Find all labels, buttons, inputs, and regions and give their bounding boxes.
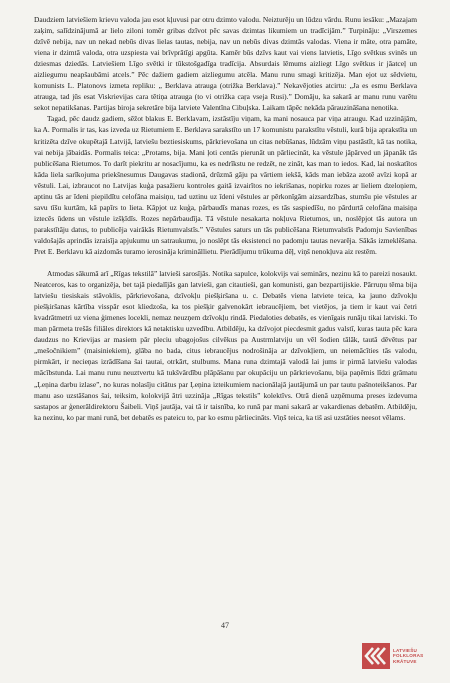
paragraph-1: Daudziem latviešiem krievu valoda jau esot kļuvusi par otru dzimto valodu. Neizturēju un lūdzu vārdu. Runu iesāku: „Mazajam zaķim, salīdzinājumā ar lielo ziloni tomēr gribas dzīvot pēc savas dzimtas likumiem un tradīcijām.” Turpināju: „Virszemes dzīvē nebija, nav un nekad nebūs divas lielas tautas, nebija, nav un nebūs divas dzimtās valodas. Viena ir māte, otra pamāte, viena ir dzimtā valoda, otra uzspiesta vai brīvprātīgi apgūta. Kamēr būs dzīvs kaut vai viens latvietis, Līgo svētkus svinēs un dziesmas dziedās. Latviešiem Līgo svētki ir tūkstošgadīga tradīcija. Absurdais lēmums aizliegt Līgo svētkus ir jāatceļ un aizliegumu neapšaubāmi atcels.” Pēc dažiem gadiem aizliegumu atcēla. Manu runu smagi kritizēja. Man ejot uz sēdvietu, komunists L. Platonovs izmeta repliku: „ Berklava atrauga (otrižka Berklava).” Nekavējoties atcirtu: „Ja es esmu Berklava atrauga, tad jūs esat Viskrievijas cara tētiņa atrauga (to vi otrižka caŗa vseja Rusi).” Domāju, ka sakarā ar manu runu varētu sekot nepatikšanas. Partijas biroja sekretāre bija latviete Valentīna Cibuļska. Laikam tāpēc nekāda pārauzināšana nenotika. xyxy=(34,15,417,113)
paragraph-2: Tagad, pēc daudz gadiem, sēžot blakus E. Berklavam, izstāstīju viņam, ka mani nosauca par viņa atraugu. Kad uzzinājām, ka A. Pormalis ir tas, kas izveda uz Rietumiem E. Berklava sarakstīto un 17 komunistu parakstītu vēstuli, kurā bija aprakstīta un kritizēta dzīve okupētajā Latvijā, latviešu beztiesiskums, pārkrievošana un citas nebūšanas, lūdzām viņu pastāstīt, kā tas notika, vai nebija jābaidās. Pormalis teica: „Protams, bija. Mani ļoti centās pierunāt un pārliecināt, ka vēstule jāpārved un jāpanāk tās publicēšana Rietumos. To darīt piekritu ar nosacījumu, ka es nedrīkstu ne redzēt, ne zināt, kas man to iedos. Kad, lai noskatītos kāda liela sarīkojuma priekšnesumus Daugavas stadionā, drūzmā gāju pa vārtiem iekšā, kāds man iebāza azotē avīzi kopā ar vēstuli. Lai, izbraucot no Latvijas kuģa pasažieru kontroles gaitā izvairītos no iekrišanas, nopirku rozes ar lieliem dzeloņiem, aptinu tās ar īdeni piepildītu celofāna maisiņu, tad uztinu uz īdeni vēstules ar pērkonīgām aizsardzības, stumšu pie vēstules ar savu tīšu kurtām, kā papīrs to lieta. Kāpjot uz kuģa, pārbaudīs manas rozes, es tās saspiedīšu, no pārdurtā celofāna maisiņa iztecēs ūdens un vēstule izšķīdīs. Rozes nepārbaudīja. Tā vēstule nesakarta nokļuva Rietumos, un, noslēpjot tās autora un parakstītāju datus, to publicēja vairākās Rietumvalstīs.” Vēstules saturs un tās publicēšana Rietumvalstīs Padomju Savienības valdošajās aprindās izraisīja apjukumu un satraukumu, jo noslēpt tās eksistenci no padomju tautas nevarēja. Sākās izmeklēšana. Pret E. Berklavu kā aizdomās turamo ierosināja krimināllietu. Pierādījumu trūkuma dēļ, viņš nenokļuva aiz restēm. xyxy=(34,114,417,256)
logo-line-3: KRĀTUVE xyxy=(393,658,417,664)
paragraph-3: Atmodas sākumā arī „Rīgas tekstilā” latvieši sarosījās. Notika sapulce, kolokvijs vai seminārs, nezinu kā to pareizi nosaukt. Neatceros, kas to organizēja, bet tajā piedalījās gan latvieši, gan citautieši, gan komunisti, gan bezpartijiskie. Pārruņu tēma bija latviešu tiesiskais stāvoklis, pārkrievošana, dzīvokļu piešķiršana u. c. Debatēs viena latviete teica, ka jauno dzīvokļu piešķiršanas kārtība visspār esot kliedzoša, ka tos piešķir galvenokārt iebraucējiem, bet vietējos, ja tiem ir kaut vai četri kvadrātmetri uz viena ģimenes locekli, nemaz neuzņem dzīvokļu rindā. Piedaloties debatēs, es vienīgais runāju tikai latviski. To man pārmeta trešās filiāles direktors kā netaktisku uzvedību. Atbildēju, ka dzīvojot piecdesmit gadus valstī, kuras tauta pēc kara daudzus no Krievijas ar masiem pār pleciu ubagojošus cilvēkus pa Austrmlatviju un vēl šodien tālāk, tautā dēvētus par „mešočnikiem” (maisiniekiem), glāba no bada, citus iebraucējus nodrošināja ar dzīvokļiem, un neiemācīties tās valodu, pirmkārt, ir necieņas izrādīšana šai tautai, otrkārt, stulbums. Mana runa dzimtajā valodā lai jums ir pirmā latviešu valodas mācībstunda. Lai manu runu neuztvertu kā tukšvārdību plāpāšanu par okupāciju un pārkrievošanu, bija paņēmis līdzi grāmatu „Ļeņina darbu izlase”, no kuras nolasīju citātus par Ļeņina izteikumiem nacionālajā jautājumā un par tautu pašnoteikšanos. Par manu aso uzstāšanos šai, teiksim, kolokvijā ātri uzzināja „Rīgas tekstils” kolektīvs. Otrā dienā uzņēmuma preses izdevuma sastapos ar ģenerāldirektoru Šaibeli. Viņš jautāja, vai tā ir taisnība, ko runā par mani sakarā ar vakardienas debatēm. Atbildēju, ka nezinu, ko par mani runā, bet debatēs es pateicu to, par ko esmu pārliecināts. Viņš teica, ka tiš asi uzstāties neesot vēlams. xyxy=(34,269,417,422)
body-text xyxy=(34,14,417,423)
logo-line-2: FOLKLORAS xyxy=(393,653,424,659)
archive-logo xyxy=(362,642,440,670)
folklore-archive-chevrons-icon xyxy=(362,643,390,669)
page-number: 47 xyxy=(221,621,229,630)
logo-line-1: LATVIEŠU xyxy=(393,647,417,653)
logo-text xyxy=(393,648,423,665)
